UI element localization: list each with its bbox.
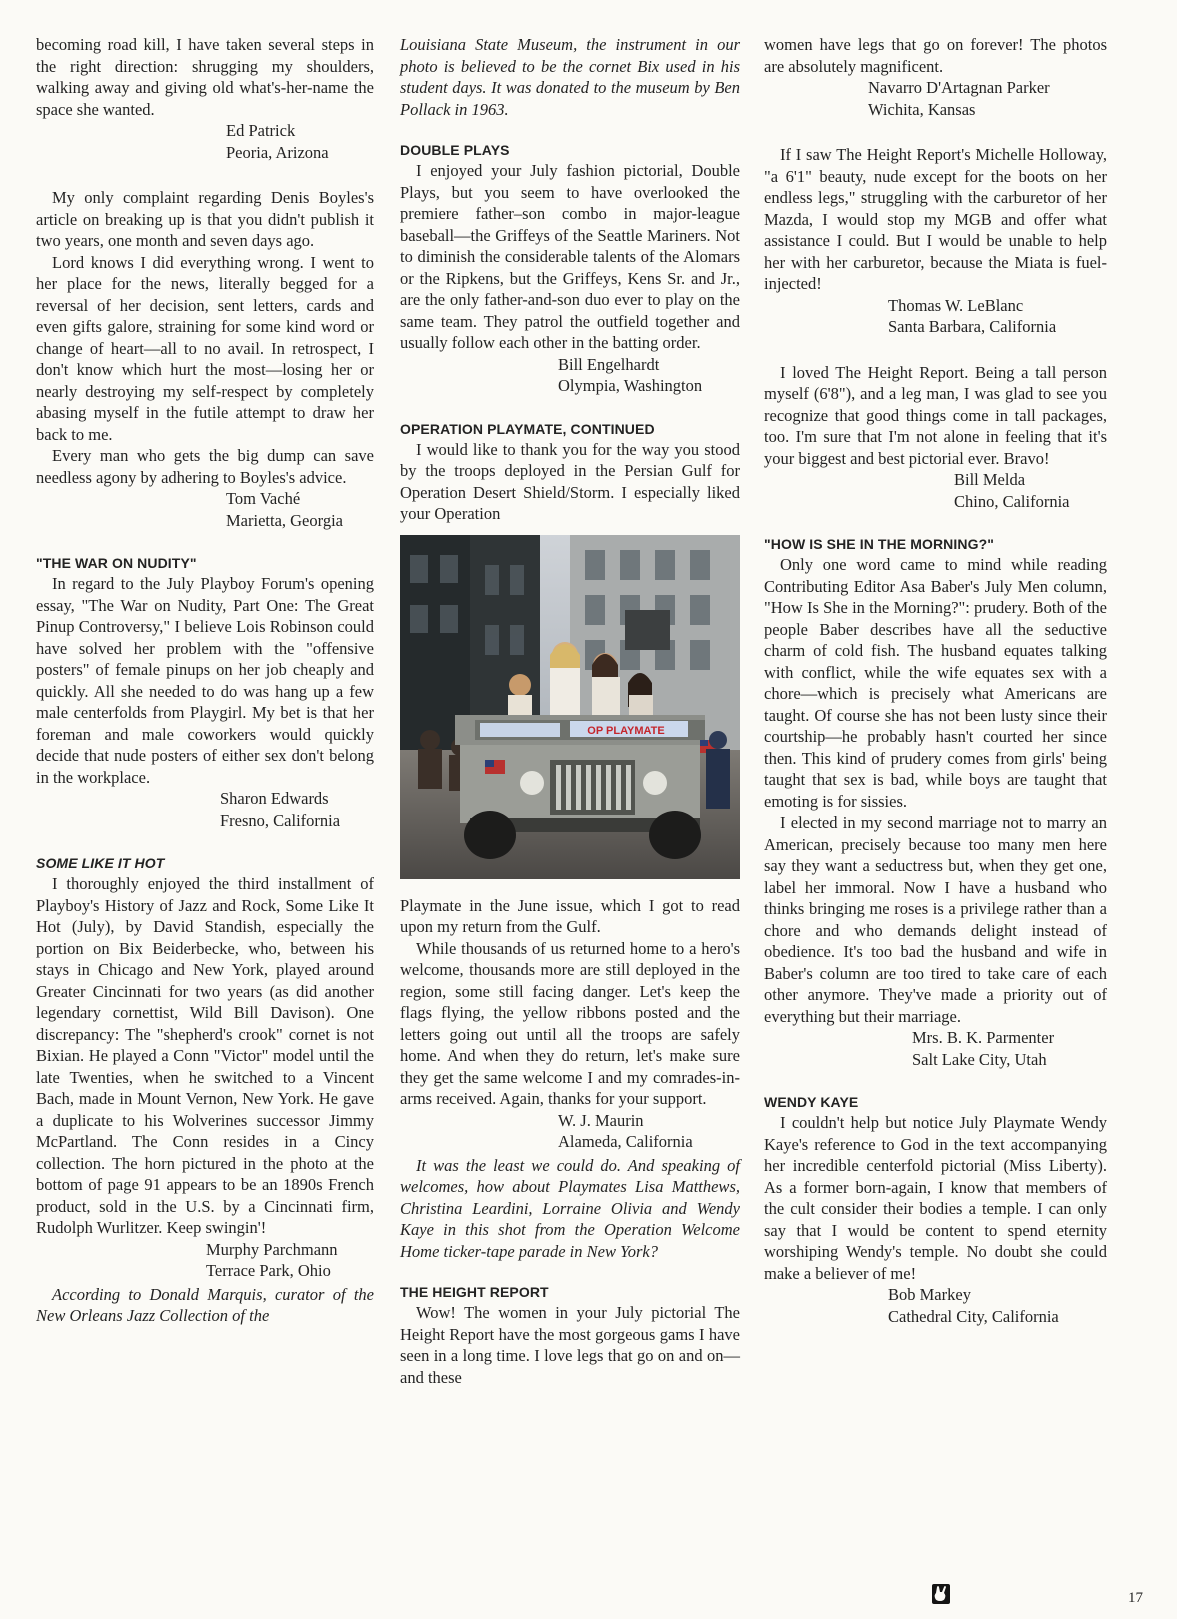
section-heading: "HOW IS SHE IN THE MORNING?" xyxy=(764,536,994,552)
letter-text: Lord knows I did everything wrong. I went to her place for the news, literally begged for a reversal of her decision, sent letters, cards and even gifts galore, straining for some kind word or change of heart—all to no avail. In retrospect, I don't know which hurt the most—losing her or nearly destroying my self-respect by completely abasing myself in the futile attempt to draw her back to me. xyxy=(36,252,374,444)
signature-place: Terrace Park, Ohio xyxy=(206,1261,331,1280)
letter-signature xyxy=(400,354,740,397)
letter-text: My only complaint regarding Denis Boyles's article on breaking up is that you didn't publish it two years, one month and seven days ago. xyxy=(36,188,374,250)
editor-response: It was the least we could do. And speaking of welcomes, how about Playmates Lisa Matthews, Christina Leardini, Lorraine Olivia and Wendy Kaye in this shot from the Operation Welcome Home ticker-tape parade in New York? xyxy=(400,1155,740,1261)
letter-text: becoming road kill, I have taken several steps in the right direction: shrugging my shoulders, walking away and giving old what's-her-name the space she wanted. xyxy=(36,35,374,119)
letter-text: In regard to the July Playboy Forum's opening essay, "The War on Nudity, Part One: The Great Pinup Controversy," I believe Lois Robinson could have solved her problem with the "offensive posters" of female pinups on her job cheaply and quickly. All she needed to do was hang up a few male centerfolds from Playgirl. My bet is that her foreman and male coworkers would quickly decide that nude posters of either sex don't belong in the workplace. xyxy=(36,574,374,787)
column-right xyxy=(764,34,1107,1329)
section-heading: DOUBLE PLAYS xyxy=(400,142,510,158)
rabbit-head-logo-icon xyxy=(932,1584,950,1604)
letter-text: I elected in my second marriage not to marry an American, precisely because too many men here say they want a seductress but, when they get one, label her immoral. Now I have a husband who thinks bringing me roses is a privilege rather than a chore and who demands delight instead of obedience. It's too bad the husband and wife in Baber's column are too tired to take care of each other anymore. They've made a priority out of everything but their marriage. xyxy=(764,813,1107,1026)
signature-place: Marietta, Georgia xyxy=(226,510,343,530)
signature-place: Cathedral City, California xyxy=(888,1306,1059,1326)
signature-place: Chino, California xyxy=(954,491,1070,511)
signature-place: Olympia, Washington xyxy=(558,376,703,395)
signature-place: Wichita, Kansas xyxy=(868,99,976,119)
signature-place: Peoria, Arizona xyxy=(226,142,329,162)
letter-text: Playmate in the June issue, which I got to read upon my return from the Gulf. xyxy=(400,895,740,936)
letter-text: I thoroughly enjoyed the third installment of Playboy's History of Jazz and Rock, Some Like It Hot (July), by David Standish, especially the portion on Bix Beiderbecke, who, between his stays in Chicago and New York, played around Greater Cincinnati for two years (as did another legendary cornettist, Wild Bill Davison). One discrepancy: The "shepherd's crook" cornet is not Bixian. He played a Conn "Victor" model until the late Twenties, when he switched to a Vincent Bach, made in Mount Vernon, New York. He gave a duplicate to his Wolverines successor Jimmy McPartland. The Conn resides in a Cincy collection. The horn pictured in the photo at the bottom of page 91 appears to be an 1890s French product, sold in the U.S. by a Cincinnati firm, Rudolph Wurlitzer. Keep swingin'! xyxy=(36,874,374,1237)
section-heading: OPERATION PLAYMATE, CONTINUED xyxy=(400,420,655,437)
letter-signature xyxy=(400,1110,740,1153)
signature-name: Sharon Edwards xyxy=(220,789,329,808)
signature-name: Thomas W. LeBlanc xyxy=(888,295,1024,315)
signature-name: Mrs. B. K. Parmenter xyxy=(912,1028,1055,1047)
letter-text: Only one word came to mind while reading Contributing Editor Asa Baber's July Men column, "How Is She in the Morning?": prudery. Both of the people Baber describes have all the seductive charm of cold fish. The husband equates talking with conflict, while the wife equates sex with a chore—which is precisely what Americans are taught. Of course she has not been lusty since their courtship—he probably hasn't courted her since then. This kind of prudery comes from girls' being taught that sex is bad, while boys are taught that emoting is for sissies. xyxy=(764,555,1107,811)
signature-place: Salt Lake City, Utah xyxy=(912,1049,1047,1069)
letter-signature xyxy=(764,469,1107,512)
letter-text: Wow! The women in your July pictorial The Height Report have the most gorgeous gams I have seen in a long time. I love legs that go on and on—and these xyxy=(400,1303,740,1387)
letter-text: I loved The Height Report. Being a tall person myself (6'8"), and a leg man, I was glad to see you recognize that good things come in tall packages, too. I'm sure that I'm not alone in feeling that it's your biggest and best pictorial ever. Bravo! xyxy=(764,362,1107,468)
signature-name: Bob Markey xyxy=(888,1285,971,1304)
editor-response: Louisiana State Museum, the instrument in our photo is believed to be the cornet Bix used in his student days. It was donated to the museum by Ben Pollack in 1963. xyxy=(400,35,740,119)
letter-signature xyxy=(764,295,1107,338)
letter-text: I enjoyed your July fashion pictorial, Double Plays, but you seem to have overlooked the premiere father–son combo in major-league baseball—the Griffeys of the Seattle Mariners. Not to diminish the considerable talents of the Alomars or the Ripkens, but the Griffeys, Kens Sr. and Jr., are the only father-and-son duo ever to play on the same team. They patrol the outfield together and usually follow each other in the batting order. xyxy=(400,161,740,352)
page-number: 17 xyxy=(1128,1590,1143,1606)
signature-name: Bill Melda xyxy=(954,470,1026,489)
section-heading: THE HEIGHT REPORT xyxy=(400,1284,549,1300)
letter-text: I couldn't help but notice July Playmate Wendy Kaye's reference to God in the text accompanying her incredible centerfold pictorial (Miss Liberty). As a former born-again, I know that members of the cult consider their bodies a temple. I can only say that I would be content to spend eternity worshiping Wendy's temple. No doubt she could make a believer of me! xyxy=(764,1113,1107,1283)
section-heading: SOME LIKE IT HOT xyxy=(36,855,165,871)
letter-text: Every man who gets the big dump can save needless agony by adhering to Boyles's advice. xyxy=(36,446,374,487)
column-left xyxy=(36,34,374,1327)
signature-place: Santa Barbara, California xyxy=(888,317,1057,336)
column-middle xyxy=(400,34,740,1388)
letter-signature xyxy=(764,77,1107,120)
jeep-banner-text: OP PLAYMATE xyxy=(587,724,665,737)
letter-signature xyxy=(36,788,374,831)
section-heading: "THE WAR ON NUDITY" xyxy=(36,555,197,571)
letter-signature xyxy=(36,1239,374,1282)
signature-name: Ed Patrick xyxy=(226,121,296,140)
editor-response: According to Donald Marquis, curator of the New Orleans Jazz Collection of the xyxy=(36,1284,374,1325)
letter-text: While thousands of us returned home to a hero's welcome, thousands more are still deployed in the region, some still facing danger. Let's keep the flags flying, the yellow ribbons posted and the letters going out until all the troops are safely home. And when they do return, let's make sure they get the same welcome I and my comrades-in-arms received. Again, thanks for your support. xyxy=(400,938,740,1108)
signature-name: Murphy Parchmann xyxy=(206,1239,338,1259)
letter-text: I would like to thank you for the way you stood by the troops deployed in the Persian Gulf for Operation Desert Shield/Storm. I especially liked your Operation xyxy=(400,439,740,523)
signature-place: Alameda, California xyxy=(558,1132,693,1151)
signature-name: Navarro D'Artagnan Parker xyxy=(868,78,1050,97)
section-heading: WENDY KAYE xyxy=(764,1094,859,1110)
letter-signature xyxy=(36,488,374,531)
signature-name: W. J. Maurin xyxy=(558,1110,644,1130)
letter-text: If I saw The Height Report's Michelle Holloway, "a 6'1" beauty, nude except for the boots on her endless legs," struggling with the carburetor of her Mazda, I would stop my MGB and offer what assistance I could. But I would be unable to help her with her carburetor, because the Miata is fuel-injected! xyxy=(764,145,1107,293)
letter-signature xyxy=(36,120,374,163)
signature-name: Bill Engelhardt xyxy=(558,354,660,374)
parade-photo xyxy=(400,535,740,879)
letter-signature xyxy=(764,1284,1107,1327)
signature-place: Fresno, California xyxy=(220,810,341,830)
letter-text: women have legs that go on forever! The photos are absolutely magnificent. xyxy=(764,35,1107,76)
signature-name: Tom Vaché xyxy=(226,489,301,508)
letter-signature xyxy=(764,1027,1107,1070)
